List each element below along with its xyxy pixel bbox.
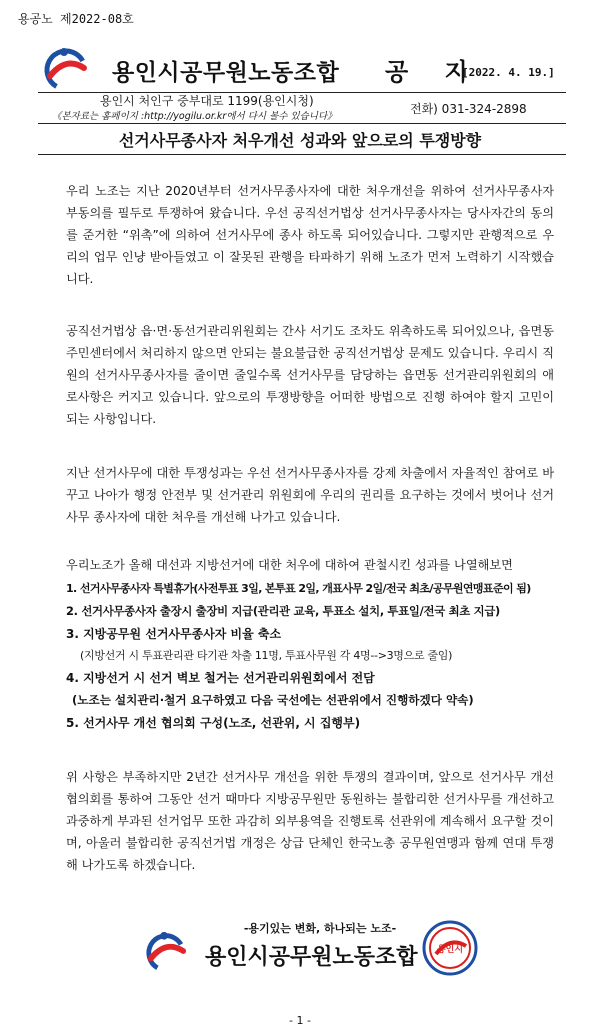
paragraph-2: 공직선거법상 읍·면·동선거관리위원회는 간사 서기도 조차도 위촉하도록 되어있으나, 읍면동 주민센터에서 처리하지 않으면 안되는 불요불급한 공직선거법상 문제도 있습니다. 우리시 직원의 선거사무종사자를 줄이면 줄일수록 선거사무를 담당하는 읍면동 선거관리위원회의 애로사항은 커지고 있습니다. 앞으로의 투쟁방향을 어떠한 방법으로 진행 하여야 할지 고민이 되는 사항입니다. bbox=[66, 324, 554, 426]
document-number: 용공노 제2022-08호 bbox=[18, 12, 134, 26]
divider bbox=[38, 123, 566, 124]
list-item: 5. 선거사무 개선 협의회 구성(노조, 선관위, 시 집행부) bbox=[66, 715, 361, 730]
page-number: - 1 - bbox=[289, 1014, 311, 1027]
achievements-list bbox=[66, 578, 566, 734]
paragraph-3: 지난 선거사무에 대한 투쟁성과는 우선 선거사무종사자를 강제 차출에서 자율적인 참여로 바꾸고 나아가 행정 안전부 및 선거관리 위원회에 우리의 권리를 요구하는 것에서 벗어나 선거사무 종사자에 대한 처우를 개선해 나가고 있습니다. bbox=[66, 466, 554, 524]
list-item: 2. 선거사무종사자 출장시 출장비 지급(관리관 교육, 투표소 설치, 투표일/전국 최초 지급) bbox=[66, 604, 500, 619]
divider bbox=[38, 154, 566, 155]
notice-title: 공 지 bbox=[385, 58, 482, 86]
union-logo-icon bbox=[140, 930, 192, 974]
paragraph-1: 우리 노조는 지난 2020년부터 선거사무종사자에 대한 처우개선을 위하여 선거사무종사자 부동의를 필두로 투쟁하여 왔습니다. 우선 공직선거법상 선거사무종사자는 당사자간의 동의를 준거한 “위촉”에 의하여 선거사무에 종사 하도록 되어있습니다. 그렇지만 관행적으로 우리의 업무 인냥 받아들였고 이 잘못된 관행을 타파하기 위해 노조가 먼저 노력하기 시작했습니다. bbox=[66, 184, 554, 286]
list-item: 1. 선거사무종사자 특별휴가(사전투표 3일, 본투표 2일, 개표사무 2일/전국 최초/공무원연맹표준이 됨) bbox=[66, 582, 531, 595]
union-seal-icon bbox=[420, 918, 480, 978]
svg-text:용인시: 용인시 bbox=[436, 945, 464, 955]
phone-number: 전화) 031-324-2898 bbox=[410, 102, 527, 116]
list-item: 3. 지방공무원 선거사무종사자 비율 축소 bbox=[66, 626, 282, 641]
list-item: (지방선거 시 투표관리관 타기관 차출 11명, 투표사무원 각 4명-->3명으로 줄임) bbox=[80, 648, 453, 662]
footer-union-name: 용인시공무원노동조합 bbox=[205, 945, 418, 970]
homepage-note: 《본자료는 홈페이지 :http://yogilu.or.kr에서 다시 볼수 있습니다》 bbox=[52, 111, 337, 122]
union-name: 용인시공무원노동조합 bbox=[112, 60, 340, 86]
achievements-intro: 우리노조가 올해 대선과 지방선거에 대한 처우에 대하여 관철시킨 성과를 나열해보면 bbox=[66, 558, 513, 572]
notice-date: [2022. 4. 19.] bbox=[462, 66, 555, 79]
document-title: 선거사무종사자 처우개선 성과와 앞으로의 투쟁방향 bbox=[118, 131, 482, 150]
union-logo-icon bbox=[40, 46, 92, 92]
closing-paragraph: 위 사항은 부족하지만 2년간 선거사무 개선을 위한 투쟁의 결과이며, 앞으로 선거사무 개선 협의회를 통하여 그동안 선거 때마다 지방공무원만 동원하는 불합리한 선거사무를 개선하고 과중하게 부과된 선거업무 또한 과감히 외부용역을 진행토록 선관위에 계속해서 요구할 것이며, 아울러 불합리한 공직선거법 개정은 상급 단체인 한국노총 공무원연맹과 함께 연대 투쟁해 나가도록 하겠습니다. bbox=[66, 770, 554, 872]
address: 용인시 처인구 중부대로 1199(용인시청) bbox=[100, 94, 314, 108]
list-item: (노조는 설치관리·철거 요구하였고 다음 국선에는 선관위에서 진행하겠다 약속) bbox=[72, 693, 474, 708]
list-item: 4. 지방선거 시 선거 벽보 철거는 선거관리위원회에서 전담 bbox=[66, 671, 375, 686]
footer-slogan: -용기있는 변화, 하나되는 노조- bbox=[243, 922, 397, 935]
